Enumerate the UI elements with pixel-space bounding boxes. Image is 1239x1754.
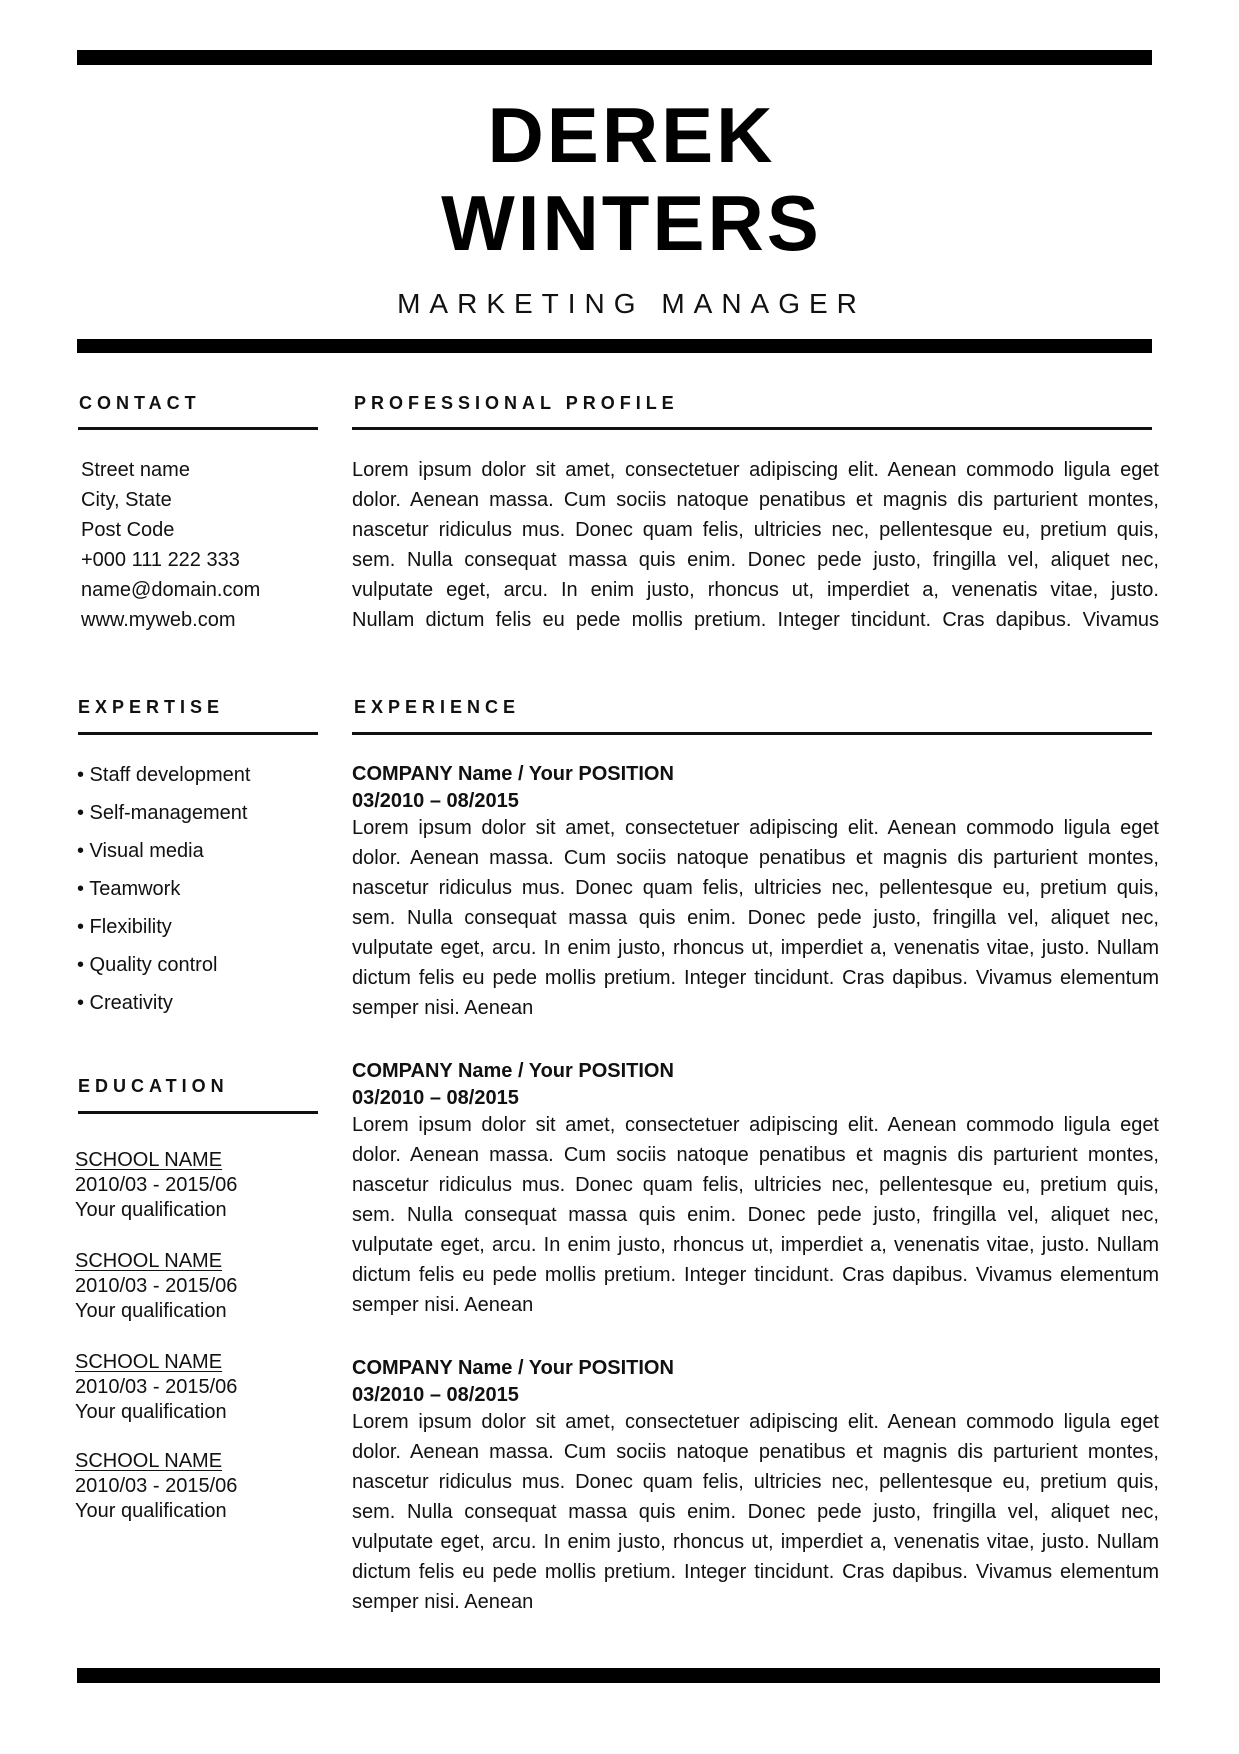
profile-line: Lorem ipsum dolor sit amet, consectetuer adipiscing elit. Aenean commodo ligula eget <box>352 459 1159 481</box>
list-item: • Teamwork <box>77 878 181 900</box>
job-dates: 03/2010 – 08/2015 <box>352 1384 519 1406</box>
job-role: COMPANY Name / Your POSITION <box>352 1060 674 1082</box>
school-name: SCHOOL NAME <box>75 1450 223 1472</box>
last-name: WINTERS <box>441 179 822 267</box>
education-dates: 2010/03 - 2015/06 <box>75 1376 238 1398</box>
education-heading-rule <box>78 1111 318 1114</box>
profile-line: dolor. Aenean massa. Cum sociis natoque penatibus et magnis dis parturient montes, <box>352 489 1159 511</box>
experience-heading: EXPERIENCE <box>354 697 521 717</box>
education-qualification: Your qualification <box>75 1401 227 1423</box>
education-entry <box>75 1148 335 1223</box>
list-item: • Staff development <box>77 764 251 786</box>
experience-heading-rule <box>352 732 1152 735</box>
education-qualification: Your qualification <box>75 1300 227 1322</box>
education-qualification: Your qualification <box>75 1500 227 1522</box>
list-item: • Visual media <box>77 840 204 862</box>
list-item: • Quality control <box>77 954 218 976</box>
expertise-heading: EXPERTISE <box>78 697 225 717</box>
header-divider-rule <box>77 339 1152 353</box>
contact-email: name@domain.com <box>81 579 261 601</box>
bottom-rule <box>77 1668 1160 1683</box>
job-role: COMPANY Name / Your POSITION <box>352 763 674 785</box>
education-dates: 2010/03 - 2015/06 <box>75 1475 238 1497</box>
education-dates: 2010/03 - 2015/06 <box>75 1174 238 1196</box>
job-description: Lorem ipsum dolor sit amet, consectetuer adipiscing elit. Aenean commodo ligula eget dolor. Aenean massa. Cum sociis natoque penatibus et magnis dis parturient montes, nascetur ridiculus mus. Donec quam felis, ultricies nec, pellentesque eu, pretium quis, sem. Nulla consequat massa quis enim. Donec pede justo, fringilla vel, aliquet nec, vulputate eget, arcu. In enim justo, rhoncus ut, imperdiet a, venenatis vitae, justo. Nullam dictum felis eu pede mollis pretium. Integer tincidunt. Cras dapibus. Vivamus elementum semper nisi. Aenean <box>352 817 1159 1019</box>
profile-text <box>352 455 1159 635</box>
profile-line: nascetur ridiculus mus. Donec quam felis, ultricies nec, pellentesque eu, pretium quis, <box>352 519 1159 541</box>
experience-entry <box>352 1056 1159 1320</box>
contact-street: Street name <box>81 459 190 481</box>
contact-city: City, State <box>81 489 172 511</box>
top-rule <box>77 50 1152 65</box>
experience-entry <box>352 759 1159 1023</box>
first-name: DEREK <box>487 91 776 179</box>
job-title: MARKETING MANAGER <box>397 288 866 319</box>
profile-heading-rule <box>352 427 1152 430</box>
contact-phone: +000 111 222 333 <box>81 549 240 571</box>
contact-heading-rule <box>78 427 318 430</box>
education-entry <box>75 1350 335 1425</box>
education-entry <box>75 1249 335 1324</box>
job-description: Lorem ipsum dolor sit amet, consectetuer adipiscing elit. Aenean commodo ligula eget dolor. Aenean massa. Cum sociis natoque penatibus et magnis dis parturient montes, nascetur ridiculus mus. Donec quam felis, ultricies nec, pellentesque eu, pretium quis, sem. Nulla consequat massa quis enim. Donec pede justo, fringilla vel, aliquet nec, vulputate eget, arcu. In enim justo, rhoncus ut, imperdiet a, venenatis vitae, justo. Nullam dictum felis eu pede mollis pretium. Integer tincidunt. Cras dapibus. Vivamus elementum semper nisi. Aenean <box>352 1114 1159 1316</box>
expertise-list <box>77 760 337 1026</box>
school-name: SCHOOL NAME <box>75 1149 223 1171</box>
school-name: SCHOOL NAME <box>75 1250 223 1272</box>
profile-heading: PROFESSIONAL PROFILE <box>354 393 679 413</box>
education-entry <box>75 1449 335 1524</box>
list-item: • Self-management <box>77 802 248 824</box>
profile-line: sem. Nulla consequat massa quis enim. Donec pede justo, fringilla vel, aliquet nec, <box>352 549 1159 571</box>
education-dates: 2010/03 - 2015/06 <box>75 1275 238 1297</box>
job-dates: 03/2010 – 08/2015 <box>352 790 519 812</box>
job-dates: 03/2010 – 08/2015 <box>352 1087 519 1109</box>
contact-website: www.myweb.com <box>81 609 236 631</box>
job-description: Lorem ipsum dolor sit amet, consectetuer adipiscing elit. Aenean commodo ligula eget dolor. Aenean massa. Cum sociis natoque penatibus et magnis dis parturient montes, nascetur ridiculus mus. Donec quam felis, ultricies nec, pellentesque eu, pretium quis, sem. Nulla consequat massa quis enim. Donec pede justo, fringilla vel, aliquet nec, vulputate eget, arcu. In enim justo, rhoncus ut, imperdiet a, venenatis vitae, justo. Nullam dictum felis eu pede mollis pretium. Integer tincidunt. Cras dapibus. Vivamus elementum semper nisi. Aenean <box>352 1411 1159 1613</box>
profile-line: vulputate eget, arcu. In enim justo, rhoncus ut, imperdiet a, venenatis vitae, justo. <box>352 579 1159 601</box>
contact-heading: CONTACT <box>79 393 201 413</box>
job-role: COMPANY Name / Your POSITION <box>352 1357 674 1379</box>
list-item: • Flexibility <box>77 916 172 938</box>
education-qualification: Your qualification <box>75 1199 227 1221</box>
contact-postcode: Post Code <box>81 519 175 541</box>
school-name: SCHOOL NAME <box>75 1351 223 1373</box>
expertise-heading-rule <box>78 732 318 735</box>
experience-entry <box>352 1353 1159 1617</box>
education-heading: EDUCATION <box>78 1076 229 1096</box>
list-item: • Creativity <box>77 992 173 1014</box>
profile-line: Nullam dictum felis eu pede mollis pretium. Integer tincidunt. Cras dapibus. Vivamus <box>352 609 1159 631</box>
contact-details <box>81 455 321 635</box>
